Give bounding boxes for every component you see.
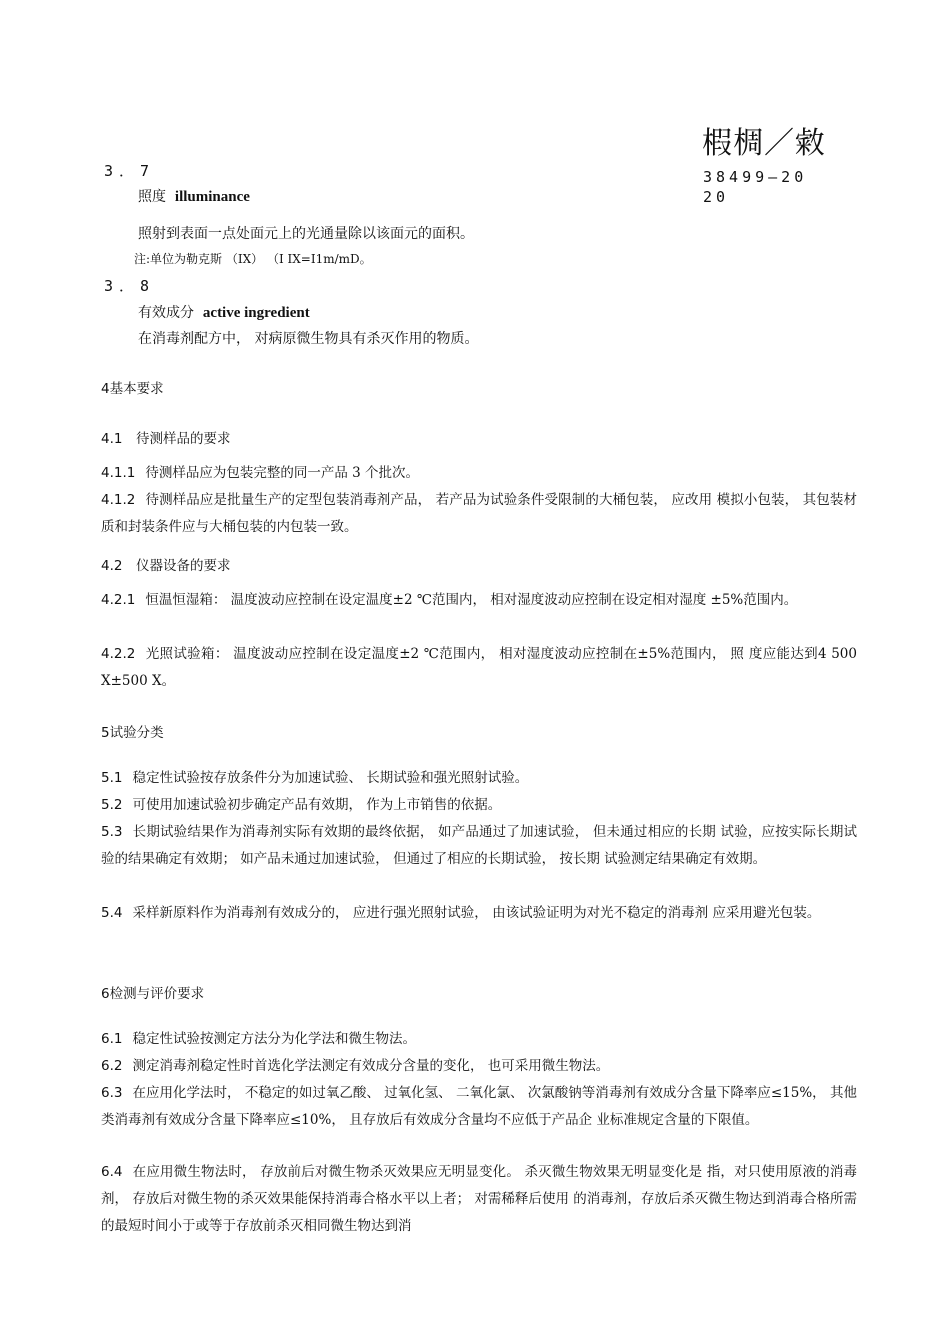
clause-3-7-note: 注:单位为勒克斯 （IX） （I IX=I1m/mD。 xyxy=(134,252,372,266)
term-en: active ingredient xyxy=(202,305,310,321)
section-4-1-heading: 4.1 待测样品的要求 xyxy=(101,431,231,447)
section-5-heading: 5试验分类 xyxy=(101,725,164,741)
paragraph-6-2: 6.2 测定消毒剂稳定性时首选化学法测定有效成分含量的变化， 也可采用微生物法。 xyxy=(101,1058,610,1074)
clause-3-7-number: 3．7 xyxy=(104,162,156,180)
clause-3-7-definition: 照射到表面一点处面元上的光通量除以该面元的面积。 xyxy=(138,226,474,242)
standard-number-line-2: 20 xyxy=(703,188,730,206)
paragraph-6-3: 6.3 在应用化学法时， 不稳定的如过氧乙酸、 过氧化氢、 二氧化氯、 次氯酸钠等消毒剂有效成分含量下降率应≤15%， 其他类消毒剂有效成分含量下降率应≤10%， 且存放后有效成分含量均不应低于产品企 业标准规定含量的下限值。 xyxy=(101,1085,857,1128)
clause-3-8-definition: 在消毒剂配方中， 对病原微生物具有杀灭作用的物质。 xyxy=(138,331,479,347)
section-6-heading: 6检测与评价要求 xyxy=(101,986,205,1002)
clause-3-8-term xyxy=(138,302,310,322)
standard-header-title: 椵椆／敹 xyxy=(702,126,826,161)
section-4-2-heading: 4.2 仪器设备的要求 xyxy=(101,558,231,574)
term-zh: 照度 xyxy=(138,189,166,205)
paragraph-6-4: 6.4 在应用微生物法时， 存放前后对微生物杀灭效果应无明显变化。 杀灭微生物效果无明显变化是 指，对只使用原液的消毒剂， 存放后对微生物的杀灭效果能保持消毒合格水平以上者； 对需稀释后使用 的消毒剂，存放后杀灭微生物达到消毒合格所需的最短时间小于或等于存放前杀灭相同微生物达到消 xyxy=(101,1164,857,1234)
standard-number-line-1: 38499—20 xyxy=(703,168,808,186)
paragraph-5-3: 5.3 长期试验结果作为消毒剂实际有效期的最终依据， 如产品通过了加速试验， 但未通过相应的长期 试验，应按实际长期试验的结果确定有效期； 如产品未通过加速试验， 但通过了相应的长期试验， 按长期 试验测定结果确定有效期。 xyxy=(101,824,857,867)
paragraph-4-2-1: 4.2.1 恒温恒湿箱： 温度波动应控制在设定温度±2 ℃范围内， 相对湿度波动应控制在设定相对湿度 ±5%范围内。 xyxy=(101,592,798,608)
term-zh: 有效成分 xyxy=(138,305,194,321)
clause-3-8-number: 3．8 xyxy=(104,277,156,295)
paragraph-4-1-2: 4.1.2 待测样品应是批量生产的定型包装消毒剂产品， 若产品为试验条件受限制的大桶包装， 应改用 模拟小包装， 其包装材质和封装条件应与大桶包装的内包装一致。 xyxy=(101,492,857,535)
paragraph-5-4: 5.4 采样新原料作为消毒剂有效成分的， 应进行强光照射试验， 由该试验证明为对光不稳定的消毒剂 应采用避光包装。 xyxy=(101,905,821,921)
clause-3-7-term xyxy=(138,186,250,206)
paragraph-5-1: 5.1 稳定性试验按存放条件分为加速试验、 长期试验和强光照射试验。 xyxy=(101,770,529,786)
paragraph-5-2: 5.2 可使用加速试验初步确定产品有效期， 作为上市销售的依据。 xyxy=(101,797,502,813)
term-en: illuminance xyxy=(174,189,250,205)
paragraph-4-2-2: 4.2.2 光照试验箱： 温度波动应控制在设定温度±2 ℃范围内， 相对湿度波动应控制在±5%范围内， 照 度应能达到4 500 X±500 X。 xyxy=(101,646,857,689)
paragraph-4-1-1: 4.1.1 待测样品应为包装完整的同一产品 3 个批次。 xyxy=(101,465,420,481)
section-4-heading: 4基本要求 xyxy=(101,381,164,397)
paragraph-6-1: 6.1 稳定性试验按测定方法分为化学法和微生物法。 xyxy=(101,1031,416,1047)
